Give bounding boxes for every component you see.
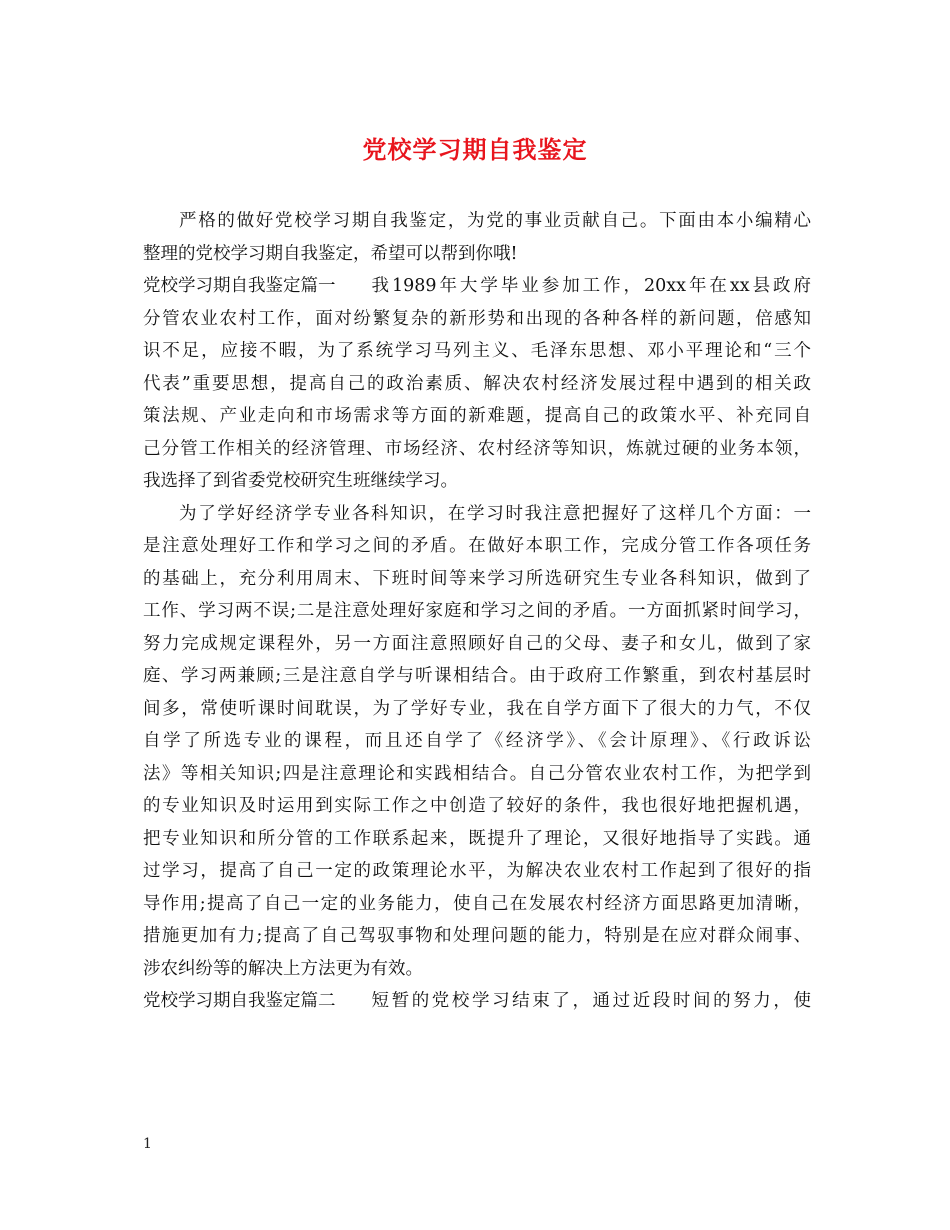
paragraph-line: 的基础上，充分利用周末、下班时间等来学习所选研究生专业各科知识，做到了 — [143, 568, 811, 589]
paragraph-line: 我1989年大学毕业参加工作，20xx年在xx县政府 — [371, 276, 811, 296]
intro-line: 整理的党校学习期自我鉴定，希望可以帮到你哦! — [143, 243, 518, 264]
paragraph-line: 庭、学习两兼顾;三是注意自学与听课相结合。由于政府工作繁重，到农村基层时 — [143, 666, 811, 686]
paragraph-line: 识不足，应接不暇，为了系统学习马列主义、毛泽东思想、邓小平理论和“三个 — [143, 341, 811, 361]
paragraph-line: 己分管工作相关的经济管理、市场经济、农村经济等知识，炼就过硬的业务本领， — [143, 438, 811, 459]
paragraph-line: 法》等相关知识;四是注意理论和实践相结合。自己分管农业农村工作，为把学到 — [143, 763, 811, 784]
paragraph-line: 努力完成规定课程外，另一方面注意照顾好自己的父母、妻子和女儿，做到了家 — [143, 633, 811, 654]
paragraph-line: 分管农业农村工作，面对纷繁复杂的新形势和出现的各种各样的新问题，倍感知 — [143, 308, 811, 329]
paragraph-line: 的专业知识及时运用到实际工作之中创造了较好的条件，我也很好地把握机遇， — [143, 796, 811, 816]
section-heading-row — [143, 985, 811, 1018]
paragraph-line: 代表”重要思想，提高自己的政治素质、解决农村经济发展过程中遇到的相关政 — [143, 373, 811, 394]
paragraph-line: 是注意处理好工作和学习之间的矛盾。在做好本职工作，完成分管工作各项任务 — [143, 536, 811, 556]
section-heading: 党校学习期自我鉴定篇一 — [143, 276, 336, 296]
paragraph-line: 我选择了到省委党校研究生班继续学习。 — [143, 471, 458, 491]
paragraph-line: 工作、学习两不误;二是注意处理好家庭和学习之间的矛盾。一方面抓紧时间学习， — [143, 601, 811, 621]
paragraph-line: 自学了所选专业的课程，而且还自学了《经济学》、《会计原理》、《行政诉讼 — [143, 731, 811, 751]
paragraph-line: 涉农纠纷等的解决上方法更为有效。 — [143, 958, 423, 979]
paragraph-line: 为了学好经济学专业各科知识，在学习时我注意把握好了这样几个方面：一 — [179, 503, 811, 524]
paragraph-line: 间多，常使听课时间耽误，为了学好专业，我在自学方面下了很大的力气，不仅 — [143, 698, 811, 719]
paragraph-line: 策法规、产业走向和市场需求等方面的新难题，提高自己的政策水平、补充同自 — [143, 406, 811, 426]
paragraph-line: 短暂的党校学习结束了，通过近段时间的努力，使 — [371, 991, 811, 1011]
section-heading-row — [143, 270, 811, 303]
paragraph-line: 导作用;提高了自己一定的业务能力，使自己在发展农村经济方面思路更加清晰， — [143, 893, 811, 914]
intro-line: 严格的做好党校学习期自我鉴定，为党的事业贡献自己。下面由本小编精心 — [179, 211, 811, 231]
paragraph-line: 过学习，提高了自己一定的政策理论水平，为解决农业农村工作起到了很好的指 — [143, 861, 811, 881]
document-title: 党校学习期自我鉴定 — [362, 135, 588, 164]
section-heading: 党校学习期自我鉴定篇二 — [143, 991, 336, 1011]
page-number: 1 — [143, 1136, 152, 1152]
document-body — [143, 205, 811, 1018]
paragraph-line: 把专业知识和所分管的工作联系起来，既提升了理论，又很好地指导了实践。通 — [143, 828, 811, 849]
paragraph-line: 措施更加有力;提高了自己驾驭事物和处理问题的能力，特别是在应对群众闹事、 — [143, 926, 811, 946]
